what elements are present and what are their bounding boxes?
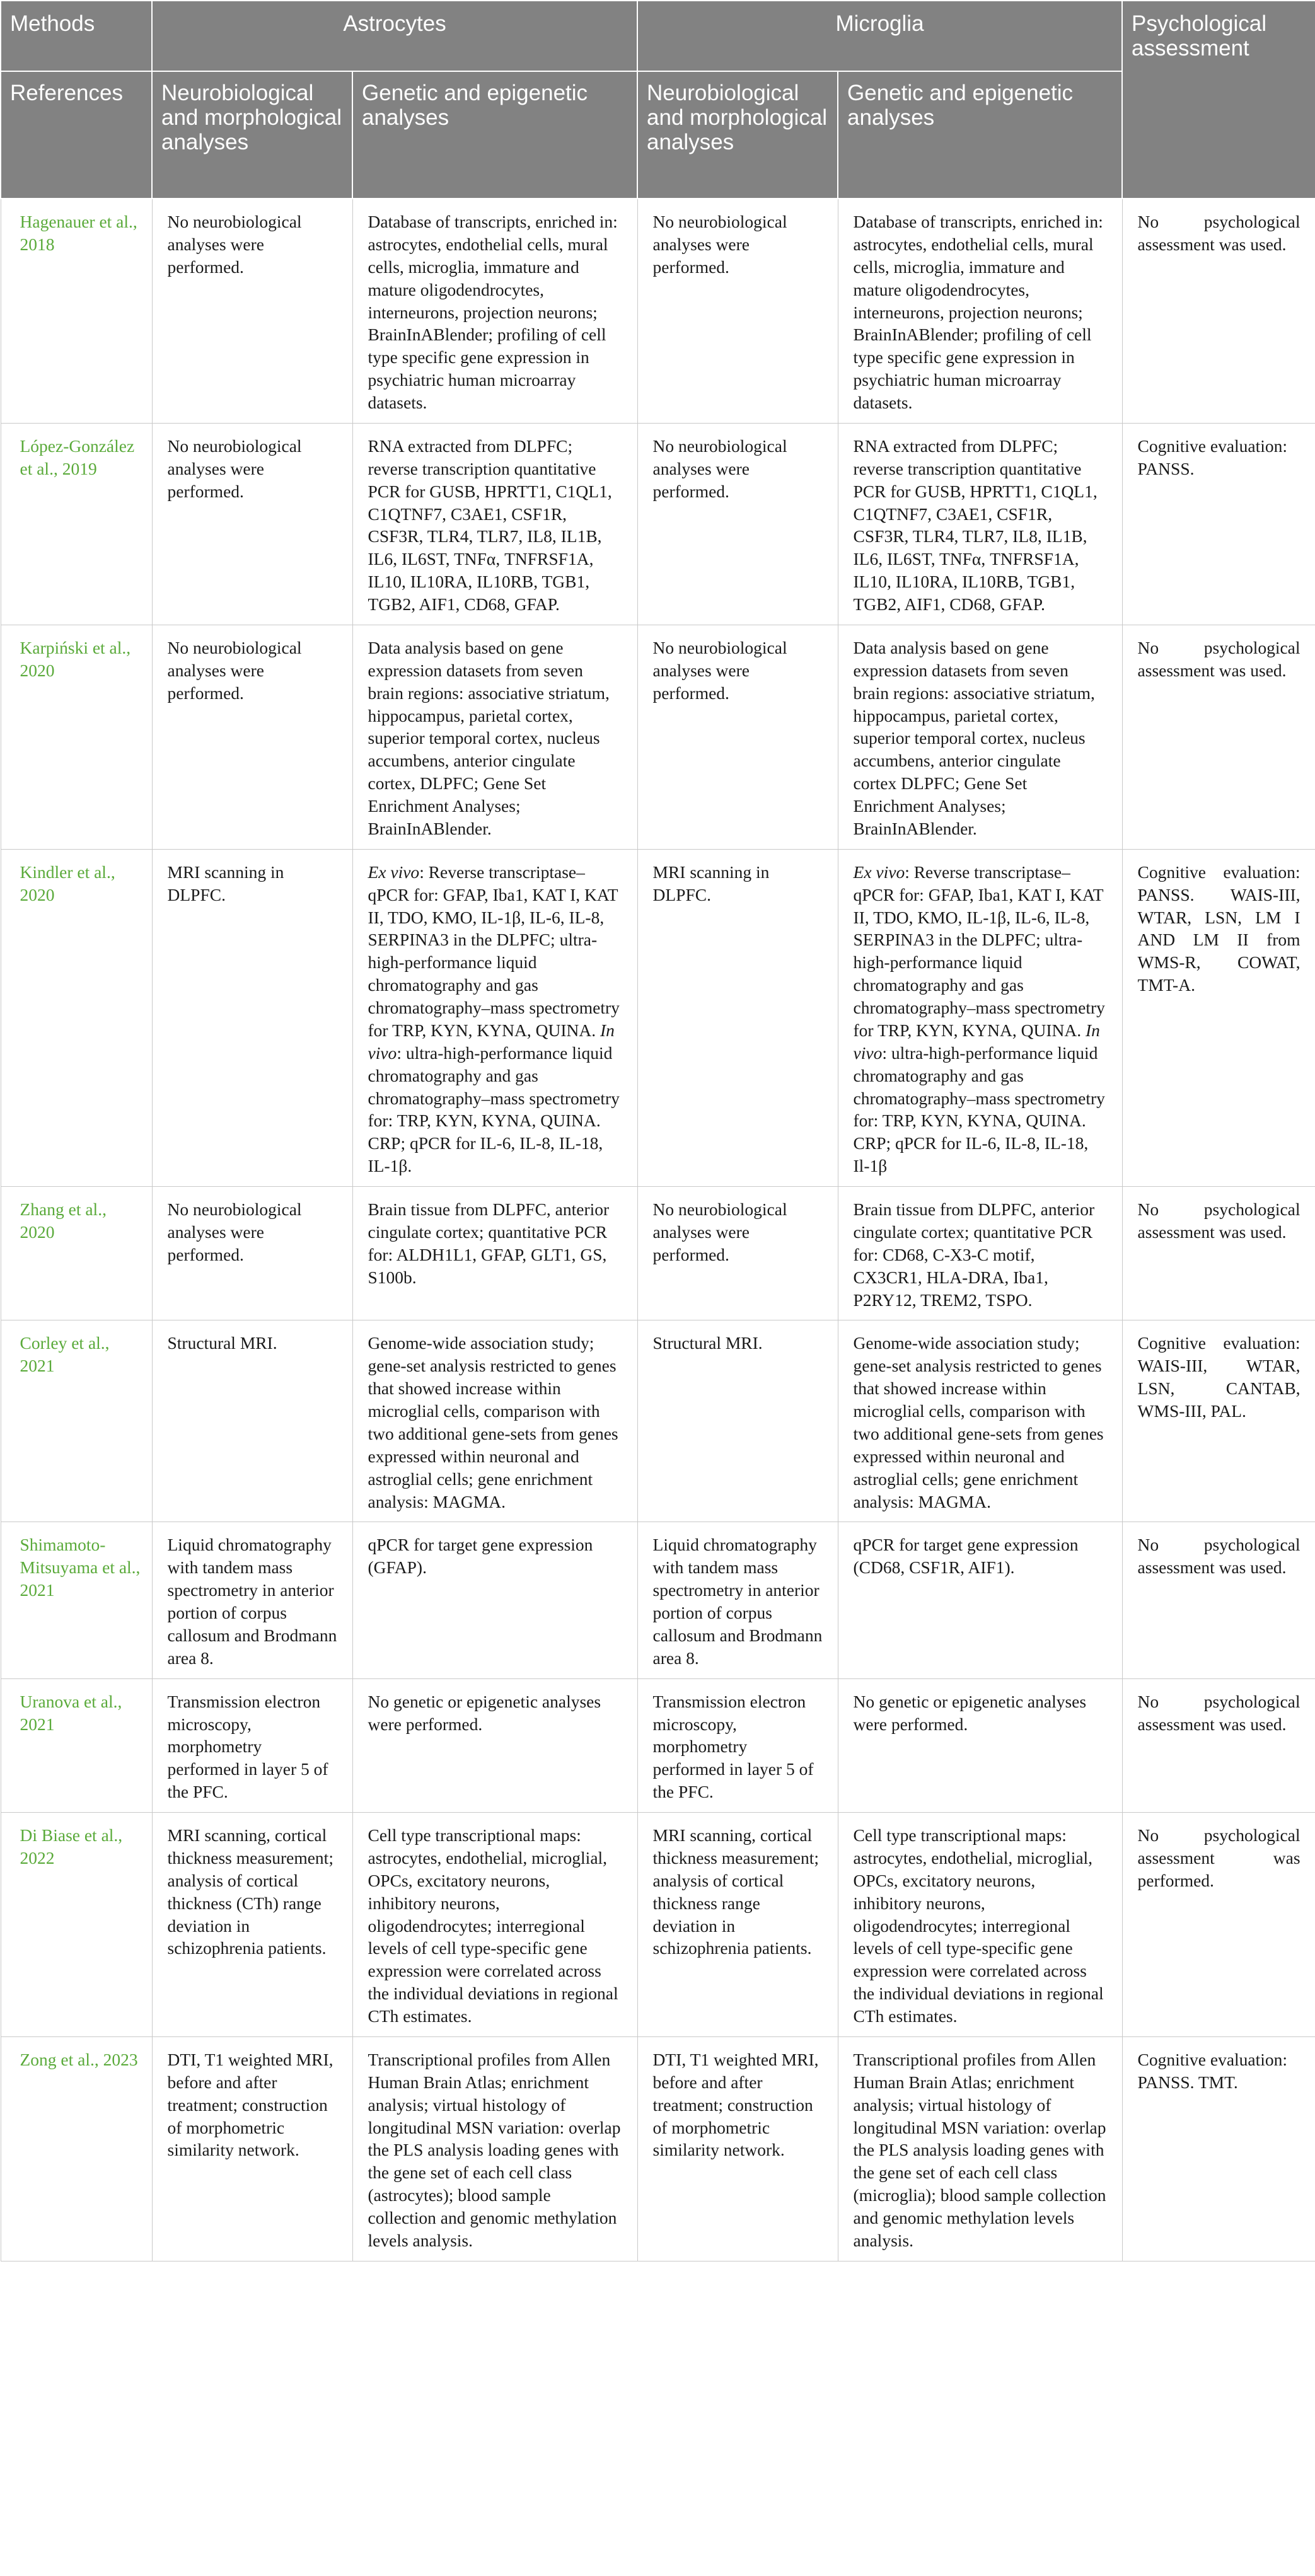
astro-genetic-cell: Data analysis based on gene expression datasets from seven brain regions: associative striatum, hippocampus, parietal cortex, superior temporal cortex, nucleus accumbens, anterior cingulate cortex, DLPFC; Gene Set Enrichment Analyses; BrainInABlender. (352, 625, 637, 849)
in-vivo-label: In vivo (853, 1020, 1100, 1063)
psych-cell: No psychological assessment was used. (1122, 1678, 1315, 1812)
in-vivo-label: In vivo (368, 1020, 615, 1063)
psych-cell: Cognitive evaluation: PANSS. WAIS-III, WTAR, LSN, LM I AND LM II from WMS-R, COWAT, TMT-A. (1122, 849, 1315, 1186)
table-row (1, 1187, 1315, 1320)
psych-cell: No psychological assessment was used. (1122, 1187, 1315, 1320)
micro-neuro-cell: Structural MRI. (637, 1320, 838, 1522)
astro-neuro-cell: No neurobiological analyses were performed. (152, 199, 352, 423)
psych-cell: No psychological assessment was used. (1122, 1522, 1315, 1678)
astro-neuro-cell: Liquid chromatography with tandem mass spectrometry in anterior portion of corpus callosum and Brodmann area 8. (152, 1522, 352, 1678)
reference-link[interactable]: Corley et al., 2021 (1, 1320, 152, 1522)
ex-vivo-text: : Reverse transcriptase–qPCR for: GFAP, Iba1, KAT I, KAT II, TDO, KMO, IL-1β, IL-6, IL-8, SERPINA3 in the DLPFC; ultra-high-performance liquid chromatography and gas chromatography–mass spectrometry for TRP, KYN, KYNA, QUINA. (368, 862, 620, 1040)
header-astro-neurobiological: Neurobiological and morphological analyses (152, 71, 352, 199)
astro-genetic-cell: No genetic or epigenetic analyses were performed. (352, 1678, 637, 1812)
astro-genetic-cell: Cell type transcriptional maps: astrocytes, endothelial, microglial, OPCs, excitatory neurons, inhibitory neurons, oligodendrocytes; interregional levels of cell type-specific gene expression were correlated across the individual deviations in regional CTh estimates. (352, 1813, 637, 2037)
ex-vivo-label: Ex vivo (368, 862, 420, 882)
astro-neuro-cell: MRI scanning in DLPFC. (152, 849, 352, 1186)
astro-genetic-cell: RNA extracted from DLPFC; reverse transcription quantitative PCR for GUSB, HPRTT1, C1QL1, C1QTNF7, C3AE1, CSF1R, CSF3R, TLR4, TLR7, IL8, IL1B, IL6, IL6ST, TNFα, TNFRSF1A, IL10, IL10RA, IL10RB, TGB1, TGB2, AIF1, CD68, GFAP. (352, 423, 637, 625)
reference-link[interactable]: Zong et al., 2023 (1, 2036, 152, 2261)
psych-cell: No psychological assessment was used. (1122, 199, 1315, 423)
reference-link[interactable]: Hagenauer et al., 2018 (1, 199, 152, 423)
in-vivo-text: : ultra-high-performance liquid chromatography and gas chromatography–mass spectrometry for: TRP, KYN, KYNA, QUINA. CRP; qPCR for IL-6, IL-8, IL-18, IL-1β. (368, 1043, 620, 1176)
header-references: References (1, 71, 152, 199)
micro-genetic-cell: RNA extracted from DLPFC; reverse transcription quantitative PCR for GUSB, HPRTT1, C1QL1, C1QTNF7, C3AE1, CSF1R, CSF3R, TLR4, TLR7, IL8, IL1B, IL6, IL6ST, TNFα, TNFRSF1A, IL10, IL10RA, IL10RB, TGB1, TGB2, AIF1, CD68, GFAP. (838, 423, 1122, 625)
reference-link[interactable]: Zhang et al., 2020 (1, 1187, 152, 1320)
table-row (1, 1813, 1315, 2037)
reference-link[interactable]: Di Biase et al., 2022 (1, 1813, 152, 2037)
header-micro-genetic: Genetic and epigenetic analyses (838, 71, 1122, 199)
psych-cell: Cognitive evaluation: WAIS-III, WTAR, LSN, CANTAB, WMS-III, PAL. (1122, 1320, 1315, 1522)
micro-neuro-cell: MRI scanning in DLPFC. (637, 849, 838, 1186)
micro-neuro-cell: Liquid chromatography with tandem mass spectrometry in anterior portion of corpus callosum and Brodmann area 8. (637, 1522, 838, 1678)
micro-genetic-cell: Brain tissue from DLPFC, anterior cingulate cortex; quantitative PCR for: CD68, C-X3-C motif, CX3CR1, HLA-DRA, Iba1, P2RY12, TREM2, TSPO. (838, 1187, 1122, 1320)
header-methods: Methods (1, 1, 152, 71)
micro-neuro-cell: Transmission electron microscopy, morphometry performed in layer 5 of the PFC. (637, 1678, 838, 1812)
header-astro-genetic: Genetic and epigenetic analyses (352, 71, 637, 199)
astro-genetic-cell: Genome-wide association study; gene-set analysis restricted to genes that showed increase within microglial cells, comparison with two additional gene-sets from genes expressed within neuronal and astroglial cells; gene enrichment analysis: MAGMA. (352, 1320, 637, 1522)
reference-link[interactable]: Shimamoto-Mitsuyama et al., 2021 (1, 1522, 152, 1678)
astro-genetic-cell: qPCR for target gene expression (GFAP). (352, 1522, 637, 1678)
table-row (1, 423, 1315, 625)
micro-neuro-cell: No neurobiological analyses were performed. (637, 199, 838, 423)
astro-neuro-cell: Structural MRI. (152, 1320, 352, 1522)
micro-genetic-cell: qPCR for target gene expression (CD68, CSF1R, AIF1). (838, 1522, 1122, 1678)
psych-cell: No psychological assessment was used. (1122, 625, 1315, 849)
header-row-2 (1, 71, 1315, 199)
header-microglia: Microglia (637, 1, 1122, 71)
ex-vivo-label: Ex vivo (853, 862, 905, 882)
micro-neuro-cell: MRI scanning, cortical thickness measurement; analysis of cortical thickness range deviation in schizophrenia patients. (637, 1813, 838, 2037)
astro-genetic-cell: Brain tissue from DLPFC, anterior cingulate cortex; quantitative PCR for: ALDH1L1, GFAP, GLT1, GS, S100b. (352, 1187, 637, 1320)
astro-neuro-cell: DTI, T1 weighted MRI, before and after treatment; construction of morphometric similarity network. (152, 2036, 352, 2261)
table-header (1, 1, 1315, 199)
micro-genetic-cell: Data analysis based on gene expression datasets from seven brain regions: associative striatum, hippocampus, parietal cortex, superior temporal cortex, nucleus accumbens, anterior cingulate cortex DLPFC; Gene Set Enrichment Analyses; BrainInABlender. (838, 625, 1122, 849)
ex-vivo-text: : Reverse transcriptase–qPCR for: GFAP, Iba1, KAT I, KAT II, TDO, KMO, IL-1β, IL-6, IL-8, SERPINA3 in the DLPFC; ultra-high-performance liquid chromatography and gas chromatography–mass spectrometry for TRP, KYN, KYNA, QUINA. (853, 862, 1105, 1040)
micro-genetic-cell: Genome-wide association study; gene-set analysis restricted to genes that showed increase within microglial cells, comparison with two additional gene-sets from genes expressed within neuronal and astroglial cells; gene enrichment analysis: MAGMA. (838, 1320, 1122, 1522)
header-row-1 (1, 1, 1315, 71)
micro-genetic-cell: Transcriptional profiles from Allen Human Brain Atlas; enrichment analysis; virtual histology of longitudinal MSN variation: overlap the PLS analysis loading genes with the gene set of each cell class (microglia); blood sample collection and genomic methylation levels analysis. (838, 2036, 1122, 2261)
astro-neuro-cell: MRI scanning, cortical thickness measurement; analysis of cortical thickness (CTh) range deviation in schizophrenia patients. (152, 1813, 352, 2037)
table-body (1, 199, 1315, 2261)
table-row (1, 849, 1315, 1186)
table-row (1, 1522, 1315, 1678)
micro-neuro-cell: No neurobiological analyses were performed. (637, 1187, 838, 1320)
header-psychological-assessment: Psychological assessment (1122, 1, 1315, 199)
reference-link[interactable]: Karpiński et al., 2020 (1, 625, 152, 849)
reference-link[interactable]: Uranova et al., 2021 (1, 1678, 152, 1812)
reference-link[interactable]: Kindler et al., 2020 (1, 849, 152, 1186)
micro-genetic-cell (838, 849, 1122, 1186)
astro-genetic-cell (352, 849, 637, 1186)
table-row (1, 625, 1315, 849)
header-micro-neurobiological: Neurobiological and morphological analyses (637, 71, 838, 199)
header-astrocytes: Astrocytes (152, 1, 637, 71)
psych-cell: Cognitive evaluation: PANSS. (1122, 423, 1315, 625)
psych-cell: No psychological assessment was performed. (1122, 1813, 1315, 2037)
micro-genetic-cell: Cell type transcriptional maps: astrocytes, endothelial, microglial, OPCs, excitatory neurons, inhibitory neurons, oligodendrocytes; interregional levels of cell type-specific gene expression were correlated across the individual deviations in regional CTh estimates. (838, 1813, 1122, 2037)
astro-genetic-cell: Transcriptional profiles from Allen Human Brain Atlas; enrichment analysis; virtual histology of longitudinal MSN variation: overlap the PLS analysis loading genes with the gene set of each cell class (astrocytes); blood sample collection and genomic methylation levels analysis. (352, 2036, 637, 2261)
micro-genetic-cell: Database of transcripts, enriched in: astrocytes, endothelial cells, mural cells, microglia, immature and mature oligodendrocytes, interneurons, projection neurons; BrainInABlender; profiling of cell type specific gene expression in psychiatric human microarray datasets. (838, 199, 1122, 423)
astro-genetic-cell: Database of transcripts, enriched in: astrocytes, endothelial cells, mural cells, microglia, immature and mature oligodendrocytes, interneurons, projection neurons; BrainInABlender; profiling of cell type specific gene expression in psychiatric human microarray datasets. (352, 199, 637, 423)
astro-neuro-cell: No neurobiological analyses were performed. (152, 1187, 352, 1320)
table-row (1, 1678, 1315, 1812)
astro-neuro-cell: No neurobiological analyses were performed. (152, 423, 352, 625)
table-row (1, 2036, 1315, 2261)
micro-neuro-cell: No neurobiological analyses were performed. (637, 423, 838, 625)
psych-cell: Cognitive evaluation: PANSS. TMT. (1122, 2036, 1315, 2261)
astro-neuro-cell: No neurobiological analyses were performed. (152, 625, 352, 849)
micro-neuro-cell: DTI, T1 weighted MRI, before and after treatment; construction of morphometric similarity network. (637, 2036, 838, 2261)
table-row (1, 199, 1315, 423)
micro-neuro-cell: No neurobiological analyses were performed. (637, 625, 838, 849)
in-vivo-text: : ultra-high-performance liquid chromatography and gas chromatography–mass spectrometry for: TRP, KYN, KYNA, QUINA. CRP; qPCR for IL-6, IL-8, IL-18, Il-1β (853, 1043, 1105, 1176)
astro-neuro-cell: Transmission electron microscopy, morphometry performed in layer 5 of the PFC. (152, 1678, 352, 1812)
micro-genetic-cell: No genetic or epigenetic analyses were performed. (838, 1678, 1122, 1812)
reference-link[interactable]: López-González et al., 2019 (1, 423, 152, 625)
table-row (1, 1320, 1315, 1522)
